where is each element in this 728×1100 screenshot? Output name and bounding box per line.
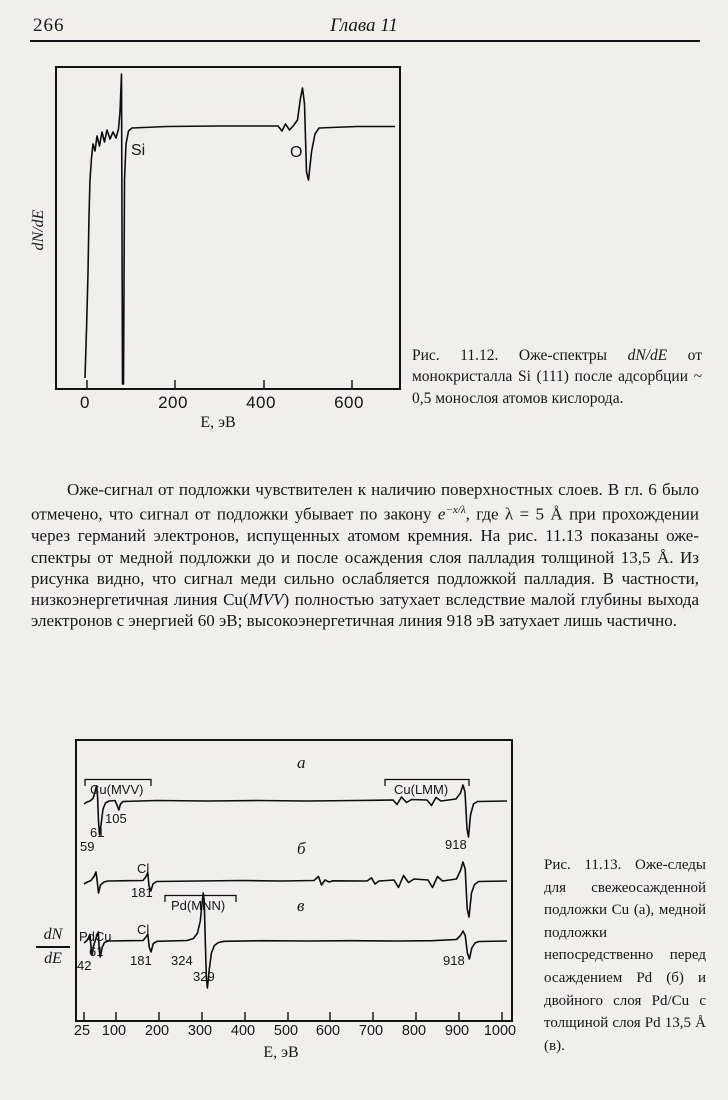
peak-918-label-a: 918: [445, 837, 467, 852]
fig12-spectrum-curve: [85, 74, 395, 384]
body-text-1: Оже-сигнал от подложки чувствителен к наличию поверхностных слоев. В гл. 6 было отмечено, что сигнал от подложки убывает по закону: [31, 480, 699, 524]
peak-181-label-b: 181: [131, 885, 153, 900]
fig13-tick-25: 25: [73, 1023, 91, 1039]
fig13-x-axis-ticks: [84, 1012, 502, 1020]
cu-lmm-label: Cu(LMM): [394, 782, 449, 797]
fig12-tick-400: 400: [246, 393, 276, 412]
peak-42-label: 42: [77, 958, 92, 973]
curve-a-label: а: [297, 753, 306, 772]
peak-918-label-v: 918: [443, 953, 465, 968]
fig13-tick-1000: 1000: [483, 1023, 517, 1039]
peak-181-label-v: 181: [130, 953, 152, 968]
caption12-text-1: Рис. 11.12. Оже-спектры: [412, 347, 628, 364]
header-rule: [30, 40, 700, 42]
curve-b-label: б: [297, 839, 306, 858]
curve-v-label: в: [297, 896, 305, 915]
fig13-x-axis-label: E, эВ: [263, 1044, 299, 1061]
figure-11-12-plot: [55, 66, 401, 390]
fig13-tick-600: 600: [315, 1023, 341, 1039]
caption12-formula: dN/dE: [627, 347, 668, 364]
fig13-tick-800: 800: [401, 1023, 427, 1039]
fig13-tick-500: 500: [273, 1023, 299, 1039]
fig13-tick-400: 400: [230, 1023, 256, 1039]
fig13-ylabel-numerator: dN: [43, 926, 63, 943]
fig12-tick-200: 200: [158, 393, 188, 412]
fig12-tick-0: 0: [80, 393, 90, 412]
body-text-3: ) полностью затухает вследствие малой глубины выхода электронов с энергией 60 эВ; высокоэнергетичная линия 918 эВ затухает лишь частично.: [31, 590, 699, 631]
figure-11-13-plot: [75, 739, 513, 1022]
pd-mnn-label: Pd(MNN): [171, 898, 226, 913]
fig13-tick-900: 900: [444, 1023, 470, 1039]
peak-59-label: 59: [80, 839, 95, 854]
caption12-text-2: от монокристалла Si (111) после адсорбции ~ 0,5 монослоя атомов кислорода.: [412, 347, 702, 407]
cl-label-v: Cl: [137, 922, 150, 937]
fig12-x-axis-ticks: [87, 380, 352, 388]
body-paragraph: [31, 479, 699, 632]
pdcu-label: PdCu: [79, 929, 112, 944]
fig13-y-axis-label: [36, 926, 70, 967]
figure-11-12-caption: [412, 345, 702, 409]
body-text-2: , где λ = 5 Å при прохождении через германий электронов, испущенных атомом кремния. На рис. 11.13 показаны оже-спектры от медной подложки до и после осаждения слоя палладия толщиной 13,5 Å. Из рисунка видно, что сигнал меди сильно ослабляется подложкой палладия. В частности, низкоэнергетичная линия Cu(: [31, 504, 699, 610]
cl-label-b: Cl: [137, 861, 150, 876]
fig12-spectrum-svg: [57, 68, 399, 388]
page-number: 266: [33, 15, 65, 36]
peak-329-label: 329: [193, 969, 215, 984]
formula-e-base: e: [437, 504, 446, 524]
fig12-x-axis-label: E, эВ: [200, 414, 236, 431]
formula-exponent: −x/λ: [445, 504, 466, 517]
peak-61-label-v: 61: [89, 944, 104, 959]
mvv-italic: MVV: [248, 590, 284, 610]
peak-61-label-a: 61: [90, 825, 105, 840]
cu-mvv-label: Cu(MVV): [90, 782, 144, 797]
peak-324-label: 324: [171, 953, 193, 968]
fig13-tick-700: 700: [358, 1023, 384, 1039]
peak-105-label: 105: [105, 811, 127, 826]
fig12-y-axis-label: dN/dE: [30, 209, 47, 251]
fig13-tick-100: 100: [101, 1023, 127, 1039]
fig13-tick-300: 300: [187, 1023, 213, 1039]
o-peak-label: O: [290, 144, 303, 161]
fig13-curve-v: [84, 893, 507, 988]
figure-11-13-caption: Рис. 11.13. Оже-следы для свежеосажденной подложки Cu (а), медной подложки непосредственно перед осаждением Pd (б) и двойного слоя Pd/Cu с толщиной слоя Pd 13,5 Å (в).: [544, 857, 706, 1054]
fraction-bar: [36, 946, 70, 948]
fig12-tick-600: 600: [334, 393, 364, 412]
fig13-tick-200: 200: [144, 1023, 170, 1039]
si-peak-label: Si: [131, 142, 146, 159]
fig13-ylabel-denominator: dE: [44, 949, 62, 967]
chapter-title: Глава 11: [330, 15, 398, 36]
